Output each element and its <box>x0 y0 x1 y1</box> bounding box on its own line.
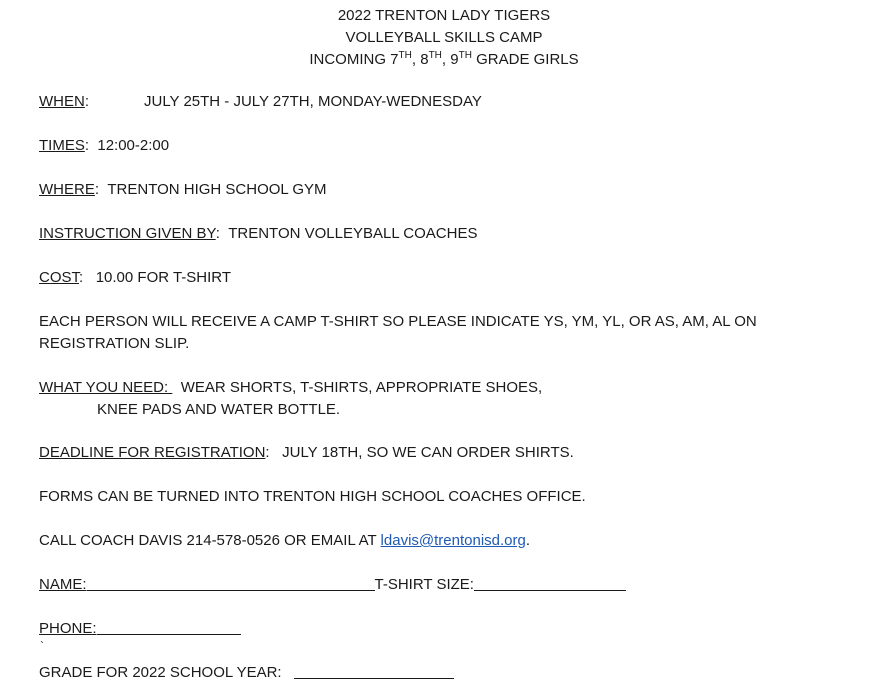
when-value: JULY 25TH - JULY 27TH, MONDAY-WEDNESDAY <box>144 93 482 110</box>
when-label: WHEN <box>39 93 85 110</box>
phone-label: PHONE: <box>39 620 97 637</box>
superscript-th-9: TH <box>458 50 472 61</box>
where-value: TRENTON HIGH SCHOOL GYM <box>107 181 327 198</box>
title-line-2: VOLLEYBALL SKILLS CAMP <box>345 29 543 46</box>
shirt-note-line-1: EACH PERSON WILL RECEIVE A CAMP T-SHIRT SO PLEASE INDICATE YS, YM, YL, OR AS, AM, AL ON <box>39 313 757 330</box>
title-line-3-prefix: INCOMING 7 <box>309 51 399 68</box>
grade-label: GRADE FOR 2022 SCHOOL YEAR: <box>39 664 282 681</box>
superscript-th-8: TH <box>428 50 442 61</box>
title-line-3-suffix: GRADE GIRLS <box>471 51 579 68</box>
instruction-row <box>39 223 477 245</box>
when-row <box>39 91 482 113</box>
tshirt-size-label: T-SHIRT SIZE: <box>374 576 474 593</box>
times-label: TIMES <box>39 137 85 154</box>
phone-blank-line[interactable] <box>97 619 241 635</box>
stray-mark: ` <box>40 639 44 653</box>
deadline-value: JULY 18TH, SO WE CAN ORDER SHIRTS. <box>282 444 574 461</box>
what-you-need-row <box>39 377 542 399</box>
title-line-3-mid-2: , 9 <box>441 51 459 68</box>
when-colon: : <box>84 93 89 110</box>
name-label: NAME: <box>39 576 87 593</box>
what-you-need-line-2: KNEE PADS AND WATER BOTTLE. <box>97 401 341 418</box>
where-label: WHERE <box>39 181 95 198</box>
title-line-3-mid-1: , 8 <box>411 51 429 68</box>
what-you-need-line-1: WEAR SHORTS, T-SHIRTS, APPROPRIATE SHOES, <box>180 379 543 396</box>
phone-row <box>39 618 241 640</box>
times-row <box>39 135 169 157</box>
deadline-colon: : <box>265 444 270 461</box>
email-link[interactable]: ldavis@trentonisd.org <box>380 532 526 549</box>
grade-row <box>39 662 454 684</box>
superscript-th-7: TH <box>398 50 412 61</box>
deadline-row <box>39 442 574 464</box>
instruction-label: INSTRUCTION GIVEN BY <box>39 225 216 242</box>
tshirt-size-blank-line[interactable] <box>474 575 626 591</box>
where-colon: : <box>94 181 100 198</box>
cost-colon: : <box>79 269 84 286</box>
instruction-colon: : <box>215 225 220 242</box>
cost-row <box>39 267 231 289</box>
title-block <box>0 5 888 71</box>
grade-blank-line[interactable] <box>294 663 454 679</box>
forms-line: FORMS CAN BE TURNED INTO TRENTON HIGH SCHOOL COACHES OFFICE. <box>39 488 586 505</box>
contact-row <box>39 530 530 552</box>
where-row <box>39 179 327 201</box>
shirt-note-line-2: REGISTRATION SLIP. <box>39 335 190 352</box>
times-colon: : <box>84 137 90 154</box>
cost-label: COST <box>39 269 80 286</box>
contact-suffix: . <box>525 532 531 549</box>
what-you-need-label: WHAT YOU NEED: <box>39 379 173 396</box>
title-line-3 <box>0 49 888 71</box>
deadline-label: DEADLINE FOR REGISTRATION <box>39 444 266 461</box>
name-blank-line[interactable] <box>87 575 375 591</box>
cost-value: 10.00 FOR T-SHIRT <box>95 269 232 286</box>
what-you-need-row-2 <box>39 399 340 421</box>
times-value: 12:00-2:00 <box>97 137 170 154</box>
title-line-1: 2022 TRENTON LADY TIGERS <box>337 7 551 24</box>
name-row <box>39 574 626 596</box>
contact-prefix: CALL COACH DAVIS 214-578-0526 OR EMAIL AT <box>39 532 381 549</box>
instruction-value: TRENTON VOLLEYBALL COACHES <box>228 225 478 242</box>
